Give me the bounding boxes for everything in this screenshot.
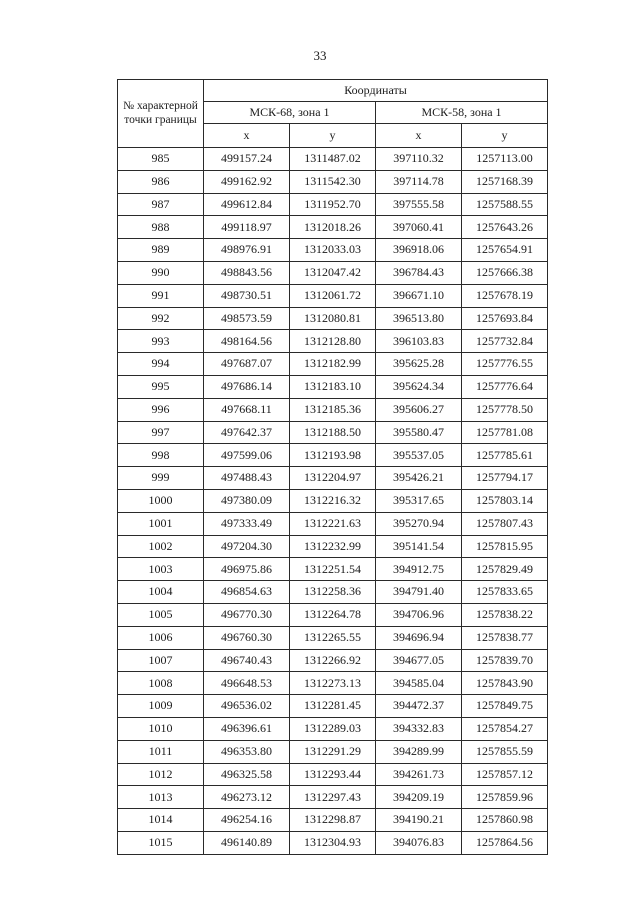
cell-msk58-x: 394076.83 [376,831,462,854]
cell-point-number: 1008 [118,672,204,695]
cell-msk58-x: 394289.99 [376,740,462,763]
cell-msk68-x: 498573.59 [204,307,290,330]
cell-msk68-x: 497668.11 [204,398,290,421]
table-row [118,512,548,535]
cell-msk68-x: 496770.30 [204,603,290,626]
cell-msk68-x: 498730.51 [204,284,290,307]
cell-msk68-y: 1312188.50 [290,421,376,444]
table-row [118,284,548,307]
cell-msk68-x: 496975.86 [204,558,290,581]
cell-point-number: 995 [118,375,204,398]
cell-msk68-y: 1312266.92 [290,649,376,672]
cell-msk58-y: 1257864.56 [462,831,548,854]
cell-point-number: 1001 [118,512,204,535]
cell-msk68-y: 1312047.42 [290,261,376,284]
cell-msk68-x: 497380.09 [204,489,290,512]
cell-msk68-x: 497204.30 [204,535,290,558]
cell-msk68-y: 1312265.55 [290,626,376,649]
table-row [118,763,548,786]
cell-msk68-y: 1312251.54 [290,558,376,581]
cell-msk58-y: 1257839.70 [462,649,548,672]
cell-msk68-y: 1312018.26 [290,216,376,239]
cell-msk58-x: 395624.34 [376,375,462,398]
cell-point-number: 1012 [118,763,204,786]
cell-msk68-x: 499162.92 [204,170,290,193]
table-row [118,421,548,444]
table-row [118,148,548,171]
header-msk68-y: y [290,124,376,148]
cell-msk68-y: 1312297.43 [290,786,376,809]
cell-msk58-y: 1257803.14 [462,489,548,512]
cell-msk68-y: 1312293.44 [290,763,376,786]
cell-point-number: 986 [118,170,204,193]
cell-msk68-y: 1312273.13 [290,672,376,695]
cell-msk58-x: 394706.96 [376,603,462,626]
cell-msk68-x: 496353.80 [204,740,290,763]
cell-point-number: 992 [118,307,204,330]
header-coordinates: Координаты [204,80,548,102]
table-row [118,695,548,718]
cell-point-number: 1003 [118,558,204,581]
cell-msk68-y: 1312221.63 [290,512,376,535]
cell-point-number: 996 [118,398,204,421]
cell-msk68-y: 1312193.98 [290,444,376,467]
cell-msk58-x: 397060.41 [376,216,462,239]
cell-msk68-x: 498976.91 [204,239,290,262]
cell-point-number: 1014 [118,809,204,832]
cell-msk58-x: 394791.40 [376,581,462,604]
cell-msk68-y: 1312304.93 [290,831,376,854]
cell-msk58-y: 1257781.08 [462,421,548,444]
cell-msk68-x: 496536.02 [204,695,290,718]
header-point-number: № характерной точки границы [118,80,204,148]
cell-point-number: 1015 [118,831,204,854]
cell-msk68-x: 497686.14 [204,375,290,398]
cell-msk68-x: 496760.30 [204,626,290,649]
table-row [118,626,548,649]
cell-point-number: 1000 [118,489,204,512]
cell-msk58-y: 1257860.98 [462,809,548,832]
cell-msk58-y: 1257113.00 [462,148,548,171]
cell-msk68-y: 1312298.87 [290,809,376,832]
table-row [118,672,548,695]
cell-msk68-x: 496273.12 [204,786,290,809]
cell-point-number: 991 [118,284,204,307]
cell-msk68-x: 497488.43 [204,467,290,490]
table-row [118,558,548,581]
table-row [118,239,548,262]
cell-msk58-x: 396918.06 [376,239,462,262]
cell-msk68-x: 496140.89 [204,831,290,854]
cell-msk68-y: 1312183.10 [290,375,376,398]
page-number: 33 [313,48,327,63]
table-row [118,193,548,216]
cell-msk58-y: 1257857.12 [462,763,548,786]
table-row [118,467,548,490]
cell-point-number: 989 [118,239,204,262]
cell-msk58-x: 395625.28 [376,353,462,376]
cell-msk68-y: 1311542.30 [290,170,376,193]
cell-msk68-x: 497599.06 [204,444,290,467]
cell-point-number: 1005 [118,603,204,626]
cell-point-number: 985 [118,148,204,171]
cell-msk68-x: 496325.58 [204,763,290,786]
cell-msk68-y: 1312204.97 [290,467,376,490]
cell-msk68-x: 496740.43 [204,649,290,672]
cell-msk68-x: 496854.63 [204,581,290,604]
cell-msk68-y: 1311952.70 [290,193,376,216]
table-row [118,216,548,239]
cell-msk68-x: 498843.56 [204,261,290,284]
cell-msk58-x: 394190.21 [376,809,462,832]
cell-msk58-x: 396784.43 [376,261,462,284]
cell-point-number: 1004 [118,581,204,604]
cell-point-number: 1002 [118,535,204,558]
cell-msk68-x: 496254.16 [204,809,290,832]
cell-msk58-y: 1257849.75 [462,695,548,718]
cell-msk68-y: 1312264.78 [290,603,376,626]
cell-point-number: 994 [118,353,204,376]
cell-msk58-y: 1257807.43 [462,512,548,535]
cell-msk68-y: 1312232.99 [290,535,376,558]
cell-msk68-x: 497687.07 [204,353,290,376]
cell-msk58-y: 1257643.26 [462,216,548,239]
table-row [118,581,548,604]
cell-msk58-y: 1257588.55 [462,193,548,216]
cell-msk58-y: 1257838.77 [462,626,548,649]
table-row [118,330,548,353]
cell-msk58-y: 1257666.38 [462,261,548,284]
cell-msk58-y: 1257855.59 [462,740,548,763]
cell-msk58-x: 394677.05 [376,649,462,672]
table-row [118,786,548,809]
cell-msk68-x: 499157.24 [204,148,290,171]
cell-msk58-x: 395426.21 [376,467,462,490]
cell-msk58-x: 394696.94 [376,626,462,649]
cell-point-number: 1006 [118,626,204,649]
cell-msk58-x: 396103.83 [376,330,462,353]
cell-msk68-y: 1312061.72 [290,284,376,307]
cell-msk68-y: 1312128.80 [290,330,376,353]
cell-point-number: 1009 [118,695,204,718]
cell-msk58-y: 1257785.61 [462,444,548,467]
cell-msk58-x: 395141.54 [376,535,462,558]
cell-msk58-x: 395270.94 [376,512,462,535]
cell-point-number: 990 [118,261,204,284]
table-row [118,170,548,193]
cell-msk58-y: 1257693.84 [462,307,548,330]
header-msk68-x: x [204,124,290,148]
table-row [118,261,548,284]
cell-msk68-y: 1311487.02 [290,148,376,171]
cell-msk58-y: 1257654.91 [462,239,548,262]
cell-msk58-x: 395317.65 [376,489,462,512]
cell-msk58-x: 397555.58 [376,193,462,216]
cell-msk58-y: 1257778.50 [462,398,548,421]
cell-msk58-x: 394912.75 [376,558,462,581]
table-row [118,831,548,854]
table-row [118,353,548,376]
cell-msk68-x: 499118.97 [204,216,290,239]
table-row [118,398,548,421]
cell-msk58-x: 394209.19 [376,786,462,809]
cell-msk58-y: 1257859.96 [462,786,548,809]
cell-msk58-y: 1257843.90 [462,672,548,695]
cell-point-number: 1010 [118,717,204,740]
cell-msk68-y: 1312185.36 [290,398,376,421]
cell-point-number: 988 [118,216,204,239]
cell-msk58-x: 394472.37 [376,695,462,718]
cell-point-number: 993 [118,330,204,353]
table-row [118,809,548,832]
cell-msk68-x: 497333.49 [204,512,290,535]
cell-msk58-y: 1257829.49 [462,558,548,581]
cell-msk58-y: 1257854.27 [462,717,548,740]
cell-msk58-y: 1257838.22 [462,603,548,626]
table-row [118,717,548,740]
coordinates-table [117,79,548,855]
table-row [118,489,548,512]
cell-msk68-y: 1312258.36 [290,581,376,604]
cell-msk68-y: 1312216.32 [290,489,376,512]
table-row [118,649,548,672]
cell-point-number: 998 [118,444,204,467]
cell-point-number: 1011 [118,740,204,763]
cell-msk58-y: 1257794.17 [462,467,548,490]
cell-msk58-x: 397110.32 [376,148,462,171]
cell-msk68-y: 1312033.03 [290,239,376,262]
cell-msk58-y: 1257815.95 [462,535,548,558]
cell-msk58-x: 396671.10 [376,284,462,307]
cell-msk68-y: 1312080.81 [290,307,376,330]
cell-msk58-x: 395537.05 [376,444,462,467]
cell-msk58-x: 395606.27 [376,398,462,421]
cell-msk68-x: 498164.56 [204,330,290,353]
table-row [118,307,548,330]
header-system-msk58: МСК-58, зона 1 [376,102,548,124]
cell-msk58-x: 394261.73 [376,763,462,786]
cell-msk58-y: 1257776.55 [462,353,548,376]
cell-point-number: 1007 [118,649,204,672]
table-row [118,740,548,763]
table-body [118,148,548,855]
header-system-msk68: МСК-68, зона 1 [204,102,376,124]
cell-msk68-y: 1312281.45 [290,695,376,718]
table-row [118,375,548,398]
table-header [118,80,548,148]
cell-msk68-x: 499612.84 [204,193,290,216]
table-row [118,603,548,626]
table-row [118,535,548,558]
cell-msk58-y: 1257833.65 [462,581,548,604]
cell-point-number: 1013 [118,786,204,809]
cell-msk58-x: 396513.80 [376,307,462,330]
cell-msk68-y: 1312182.99 [290,353,376,376]
header-msk58-y: y [462,124,548,148]
cell-msk68-x: 496648.53 [204,672,290,695]
cell-msk68-x: 497642.37 [204,421,290,444]
cell-msk58-y: 1257732.84 [462,330,548,353]
cell-point-number: 987 [118,193,204,216]
cell-point-number: 997 [118,421,204,444]
cell-msk68-y: 1312291.29 [290,740,376,763]
header-msk58-x: x [376,124,462,148]
cell-msk68-x: 496396.61 [204,717,290,740]
table-row [118,444,548,467]
cell-msk58-x: 397114.78 [376,170,462,193]
cell-msk58-x: 395580.47 [376,421,462,444]
cell-msk58-x: 394585.04 [376,672,462,695]
cell-msk58-x: 394332.83 [376,717,462,740]
cell-point-number: 999 [118,467,204,490]
cell-msk58-y: 1257776.64 [462,375,548,398]
cell-msk58-y: 1257678.19 [462,284,548,307]
cell-msk68-y: 1312289.03 [290,717,376,740]
cell-msk58-y: 1257168.39 [462,170,548,193]
